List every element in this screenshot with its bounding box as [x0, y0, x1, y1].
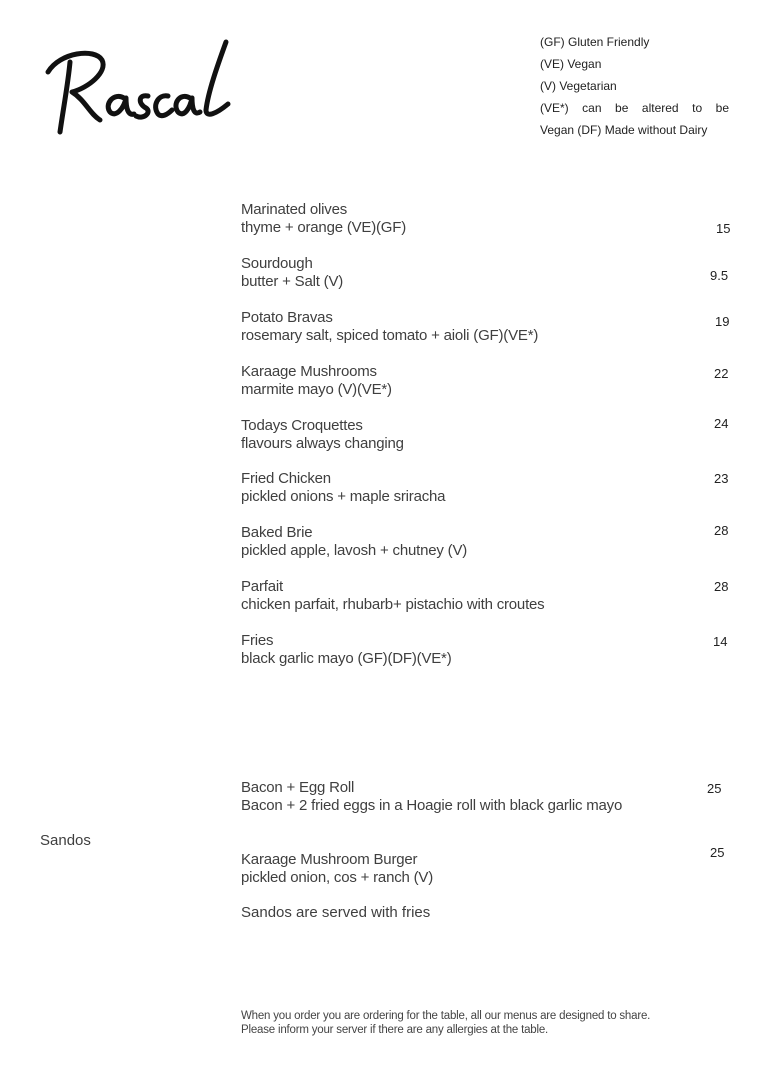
footer-line-1: When you order you are ordering for the table, all our menus are designed to share. — [241, 1010, 651, 1022]
item-desc: pickled onions + maple sriracha — [241, 488, 446, 505]
legend-df: Vegan (DF) Made without Dairy — [540, 123, 708, 137]
item-name: Fried Chicken — [241, 470, 331, 487]
section-label-sandos: Sandos — [40, 832, 91, 849]
item-price: 24 — [714, 416, 729, 431]
item-price: 9.5 — [710, 268, 729, 283]
menu-item — [241, 363, 731, 399]
legend-v: (V) Vegetarian — [540, 79, 617, 93]
dietary-legend — [540, 33, 729, 143]
footer-line-2: Please inform your server if there are any allergies at the table. — [241, 1023, 549, 1036]
item-price: 22 — [714, 366, 729, 381]
rascal-script-logo-icon — [40, 34, 235, 144]
footer-notice — [241, 1010, 650, 1037]
item-desc: rosemary salt, spiced tomato + aioli (GF)(VE*) — [241, 327, 539, 344]
item-desc: black garlic mayo (GF)(DF)(VE*) — [241, 650, 452, 667]
sando-item — [241, 851, 731, 887]
item-price: 14 — [713, 634, 728, 649]
menu-item — [241, 470, 731, 506]
sandos-note: Sandos are served with fries — [241, 904, 431, 921]
menu-item — [241, 201, 731, 237]
item-price: 28 — [714, 579, 729, 594]
menu-item — [241, 524, 731, 560]
menu-item — [241, 632, 731, 668]
item-desc: marmite mayo (V)(VE*) — [241, 381, 392, 398]
rascal-logo — [40, 34, 235, 144]
item-price: 28 — [714, 523, 729, 538]
item-name: Marinated olives — [241, 201, 348, 218]
menu-item — [241, 255, 731, 291]
item-name: Baked Brie — [241, 524, 313, 541]
item-desc: chicken parfait, rhubarb+ pistachio with croutes — [241, 596, 545, 613]
item-name: Karaage Mushrooms — [241, 363, 377, 380]
menu-item — [241, 309, 731, 345]
item-desc: pickled apple, lavosh + chutney (V) — [241, 542, 468, 559]
item-name: Karaage Mushroom Burger — [241, 851, 418, 868]
item-name: Parfait — [241, 578, 283, 595]
item-name: Potato Bravas — [241, 309, 333, 326]
item-desc: thyme + orange (VE)(GF) — [241, 219, 407, 236]
item-desc: pickled onion, cos + ranch (V) — [241, 869, 434, 886]
legend-gf: (GF) Gluten Friendly — [540, 35, 650, 49]
item-price: 23 — [714, 471, 729, 486]
menu-item — [241, 578, 731, 614]
item-name: Todays Croquettes — [241, 417, 363, 434]
item-price: 15 — [716, 221, 731, 236]
item-desc: butter + Salt (V) — [241, 273, 344, 290]
menu-item — [241, 417, 731, 453]
item-name: Sourdough — [241, 255, 313, 272]
item-price: 25 — [710, 845, 725, 860]
item-name: Fries — [241, 632, 274, 649]
item-name: Bacon + Egg Roll — [241, 779, 355, 796]
item-desc: flavours always changing — [241, 435, 404, 452]
item-price: 19 — [715, 314, 730, 329]
item-price: 25 — [707, 781, 722, 796]
legend-ve-star: (VE*) can be altered to be — [540, 101, 729, 115]
legend-ve: (VE) Vegan — [540, 57, 602, 71]
item-desc: Bacon + 2 fried eggs in a Hoagie roll with black garlic mayo — [241, 797, 623, 814]
sando-item — [241, 779, 731, 815]
